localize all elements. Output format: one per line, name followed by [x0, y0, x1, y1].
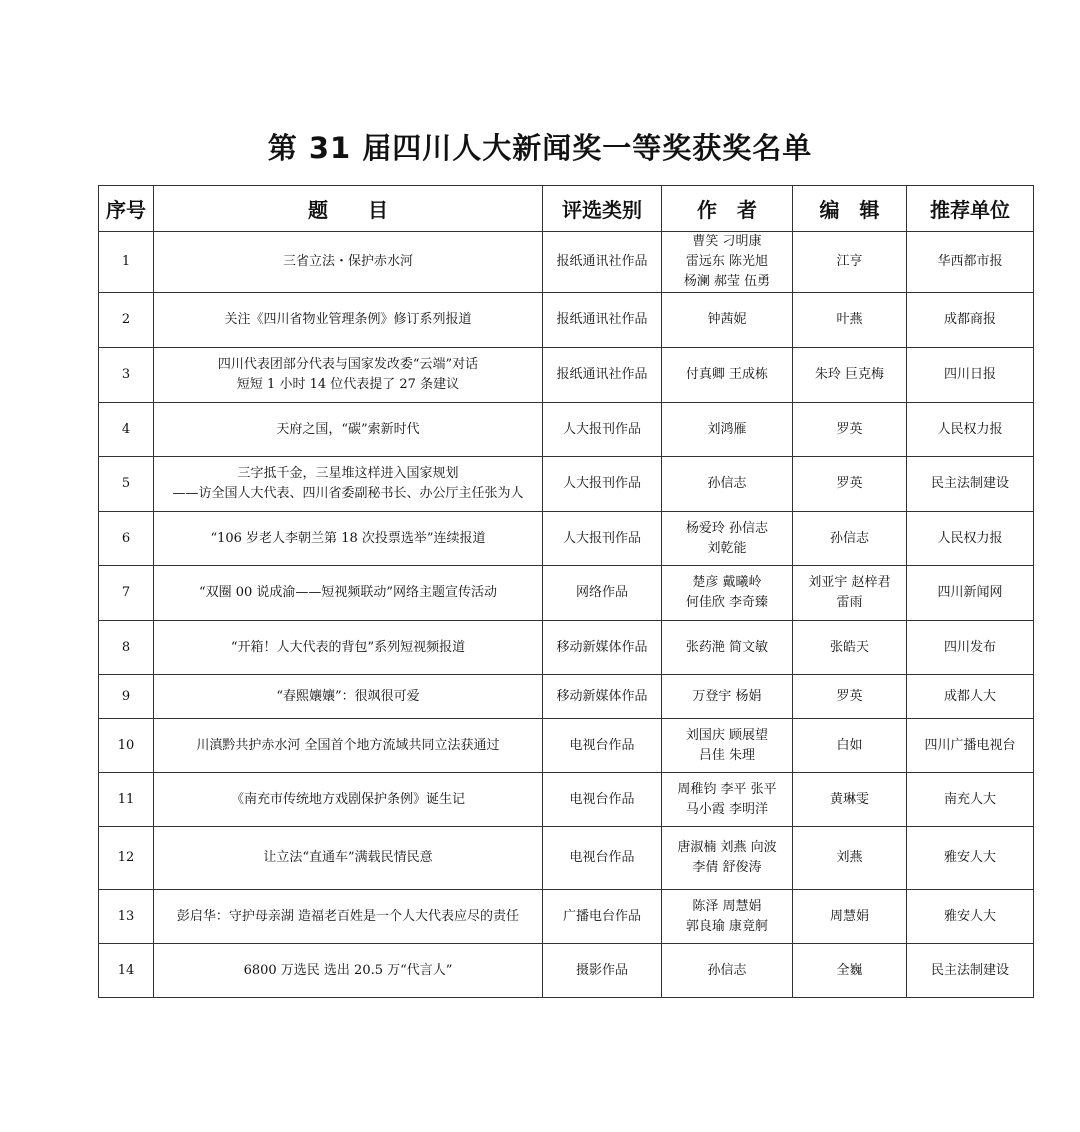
- cell-author: [662, 675, 793, 719]
- cell-editor-line: 江亨: [836, 254, 863, 269]
- cell-author-line: 钟茜妮: [707, 312, 747, 327]
- cell-editor: [793, 457, 907, 512]
- cell-editor: [793, 827, 907, 890]
- table-row: [99, 457, 1034, 512]
- cell-topic: [154, 675, 543, 719]
- cell-editor-line: 雷雨: [836, 595, 863, 610]
- header-editor: 编 辑: [793, 186, 907, 232]
- cell-num: 2: [99, 293, 154, 348]
- cell-topic: [154, 890, 543, 944]
- cell-author: [662, 232, 793, 293]
- cell-author-line: 何佳欣 李奇臻: [685, 595, 769, 610]
- cell-num: 6: [99, 512, 154, 566]
- table-row: [99, 827, 1034, 890]
- table-row: [99, 232, 1034, 293]
- cell-category: 人大报刊作品: [543, 403, 662, 457]
- cell-editor: [793, 293, 907, 348]
- cell-author-line: 万登宇 杨娟: [692, 688, 762, 704]
- cell-editor-line: 罗英: [836, 421, 863, 437]
- cell-num: 4: [99, 403, 154, 457]
- cell-author-line: 郭良瑜 康竟舸: [685, 918, 769, 934]
- cell-editor: [793, 944, 907, 998]
- cell-author: [662, 827, 793, 890]
- cell-editor-line: 朱玲 巨克梅: [814, 367, 885, 382]
- header-topic: 题 目: [154, 186, 543, 232]
- cell-unit: 民主法制建设: [907, 457, 1034, 512]
- header-row: [99, 186, 1034, 232]
- cell-editor: [793, 512, 907, 566]
- cell-category: 移动新媒体作品: [543, 675, 662, 719]
- cell-author-line: 杨澜 郝莹 伍勇: [683, 274, 771, 289]
- cell-author-line: 刘国庆 顾展望: [685, 727, 769, 743]
- cell-editor-line: 白如: [836, 737, 863, 753]
- cell-category: 报纸通讯社作品: [543, 348, 662, 403]
- cell-author-line: 雷远东 陈光旭: [685, 254, 769, 269]
- cell-editor-line: 周慧娟: [829, 908, 869, 924]
- table-row: [99, 403, 1034, 457]
- cell-topic-line: ——访全国人大代表、四川省委副秘书长、办公厅主任张为人: [172, 486, 524, 501]
- cell-editor-line: 罗英: [836, 476, 863, 491]
- cell-num: 14: [99, 944, 154, 998]
- cell-num: 8: [99, 621, 154, 675]
- cell-topic-line: 川滇黔共护赤水河 全国首个地方流域共同立法获通过: [196, 737, 500, 753]
- cell-topic: [154, 232, 543, 293]
- cell-author-line: 刘鸿雁: [707, 421, 747, 437]
- cell-unit: 雅安人大: [907, 890, 1034, 944]
- cell-topic-line: 关注《四川省物业管理条例》修订系列报道: [224, 312, 472, 327]
- cell-topic: [154, 566, 543, 621]
- table-row: [99, 944, 1034, 998]
- cell-editor: [793, 890, 907, 944]
- cell-num: 10: [99, 719, 154, 773]
- cell-author-line: 孙信志: [707, 962, 747, 978]
- cell-author-line: 刘乾能: [707, 540, 747, 556]
- cell-editor-line: 孙信志: [829, 530, 869, 546]
- cell-author: [662, 773, 793, 827]
- cell-topic-line: 天府之国，“碳”索新时代: [276, 421, 420, 437]
- table-row: [99, 621, 1034, 675]
- cell-topic-line: “开箱！人大代表的背包”系列短视频报道: [230, 639, 466, 655]
- cell-editor-line: 叶燕: [836, 312, 863, 327]
- cell-editor: [793, 675, 907, 719]
- cell-num: 11: [99, 773, 154, 827]
- cell-unit: 华西都市报: [907, 232, 1034, 293]
- cell-editor: [793, 403, 907, 457]
- cell-author: [662, 457, 793, 512]
- cell-author-line: 曹笑 刁明康: [692, 234, 762, 249]
- header-category: 评选类别: [543, 186, 662, 232]
- cell-editor-line: 刘燕: [836, 850, 863, 865]
- cell-unit: 四川广播电视台: [907, 719, 1034, 773]
- table-row: [99, 773, 1034, 827]
- header-unit: 推荐单位: [907, 186, 1034, 232]
- cell-unit: 成都人大: [907, 675, 1034, 719]
- cell-author: [662, 566, 793, 621]
- cell-topic-line: 三省立法・保护赤水河: [282, 254, 413, 269]
- cell-author: [662, 944, 793, 998]
- cell-author: [662, 348, 793, 403]
- cell-category: 电视台作品: [543, 719, 662, 773]
- cell-editor: [793, 773, 907, 827]
- cell-editor-line: 黄琳雯: [829, 791, 869, 807]
- table-row: [99, 348, 1034, 403]
- cell-topic-line: 彭启华：守护母亲湖 造福老百姓是一个人大代表应尽的责任: [176, 908, 520, 924]
- cell-category: 移动新媒体作品: [543, 621, 662, 675]
- cell-category: 广播电台作品: [543, 890, 662, 944]
- cell-unit: 四川日报: [907, 348, 1034, 403]
- header-author: 作 者: [662, 186, 793, 232]
- cell-author: [662, 719, 793, 773]
- cell-unit: 成都商报: [907, 293, 1034, 348]
- cell-editor: [793, 348, 907, 403]
- cell-num: 5: [99, 457, 154, 512]
- cell-author: [662, 403, 793, 457]
- cell-editor: [793, 719, 907, 773]
- cell-topic-line: 短短 1 小时 14 位代表提了 27 条建议: [236, 377, 460, 392]
- cell-num: 9: [99, 675, 154, 719]
- cell-topic-line: 《南充市传统地方戏剧保护条例》诞生记: [230, 791, 465, 807]
- table-row: [99, 719, 1034, 773]
- award-table: [98, 185, 1034, 998]
- cell-category: 人大报刊作品: [543, 457, 662, 512]
- cell-unit: 四川新闻网: [907, 566, 1034, 621]
- cell-topic-line: “106 岁老人李朝兰第 18 次投票选举”连续报道: [210, 530, 486, 546]
- cell-unit: 南充人大: [907, 773, 1034, 827]
- cell-category: 人大报刊作品: [543, 512, 662, 566]
- cell-topic: [154, 348, 543, 403]
- cell-category: 报纸通讯社作品: [543, 293, 662, 348]
- cell-editor-line: 罗英: [836, 688, 863, 704]
- cell-author: [662, 890, 793, 944]
- cell-editor: [793, 566, 907, 621]
- cell-topic: [154, 293, 543, 348]
- cell-num: 1: [99, 232, 154, 293]
- cell-author-line: 李倩 舒俊涛: [692, 860, 762, 875]
- table-row: [99, 675, 1034, 719]
- cell-topic: [154, 457, 543, 512]
- cell-editor: [793, 232, 907, 293]
- cell-topic: [154, 944, 543, 998]
- cell-author-line: 楚彦 戴曦岭: [692, 575, 762, 590]
- cell-author-line: 吕佳 朱理: [698, 747, 756, 763]
- cell-author-line: 孙信志: [707, 476, 747, 491]
- cell-num: 7: [99, 566, 154, 621]
- cell-topic-line: “春熙孃孃”：很飒很可爱: [276, 688, 420, 704]
- cell-category: 摄影作品: [543, 944, 662, 998]
- cell-editor-line: 张皓天: [829, 639, 869, 655]
- cell-author-line: 周稚钧 李平 张平: [677, 781, 777, 797]
- cell-topic-line: 三字抵千金，三星堆这样进入国家规划: [237, 466, 459, 481]
- cell-editor-line: 刘亚宇 赵梓君: [808, 575, 891, 590]
- cell-topic-line: 让立法“直通车”满载民情民意: [263, 850, 433, 865]
- cell-author-line: 陈泽 周慧娟: [692, 898, 762, 914]
- cell-category: 电视台作品: [543, 773, 662, 827]
- cell-topic: [154, 621, 543, 675]
- cell-unit: 四川发布: [907, 621, 1034, 675]
- table-row: [99, 512, 1034, 566]
- header-num: 序号: [99, 186, 154, 232]
- cell-category: 电视台作品: [543, 827, 662, 890]
- table-row: [99, 890, 1034, 944]
- cell-topic-line: 6800 万选民 选出 20.5 万“代言人”: [243, 962, 453, 978]
- cell-num: 12: [99, 827, 154, 890]
- cell-author: [662, 621, 793, 675]
- cell-unit: 民主法制建设: [907, 944, 1034, 998]
- cell-author-line: 杨爱玲 孙信志: [685, 520, 769, 536]
- cell-topic: [154, 403, 543, 457]
- cell-topic: [154, 512, 543, 566]
- cell-editor-line: 全巍: [836, 962, 863, 978]
- table-row: [99, 293, 1034, 348]
- cell-num: 3: [99, 348, 154, 403]
- cell-topic-line: “双圈 00 说成渝——短视频联动”网络主题宣传活动: [198, 585, 498, 600]
- cell-author: [662, 512, 793, 566]
- cell-author-line: 付真卿 王成栋: [685, 367, 769, 382]
- cell-topic: [154, 719, 543, 773]
- cell-num: 13: [99, 890, 154, 944]
- cell-author-line: 张药滟 简文敏: [685, 639, 769, 655]
- cell-topic: [154, 773, 543, 827]
- cell-category: 网络作品: [543, 566, 662, 621]
- cell-unit: 雅安人大: [907, 827, 1034, 890]
- cell-author: [662, 293, 793, 348]
- cell-topic: [154, 827, 543, 890]
- cell-category: 报纸通讯社作品: [543, 232, 662, 293]
- cell-unit: 人民权力报: [907, 403, 1034, 457]
- document-title: 第 31 届四川人大新闻奖一等奖获奖名单: [267, 131, 813, 165]
- cell-unit: 人民权力报: [907, 512, 1034, 566]
- table-row: [99, 566, 1034, 621]
- cell-topic-line: 四川代表团部分代表与国家发改委“云端”对话: [217, 357, 479, 372]
- cell-author-line: 马小霞 李明洋: [685, 801, 769, 817]
- cell-author-line: 唐淑楠 刘燕 向波: [677, 840, 777, 855]
- cell-editor: [793, 621, 907, 675]
